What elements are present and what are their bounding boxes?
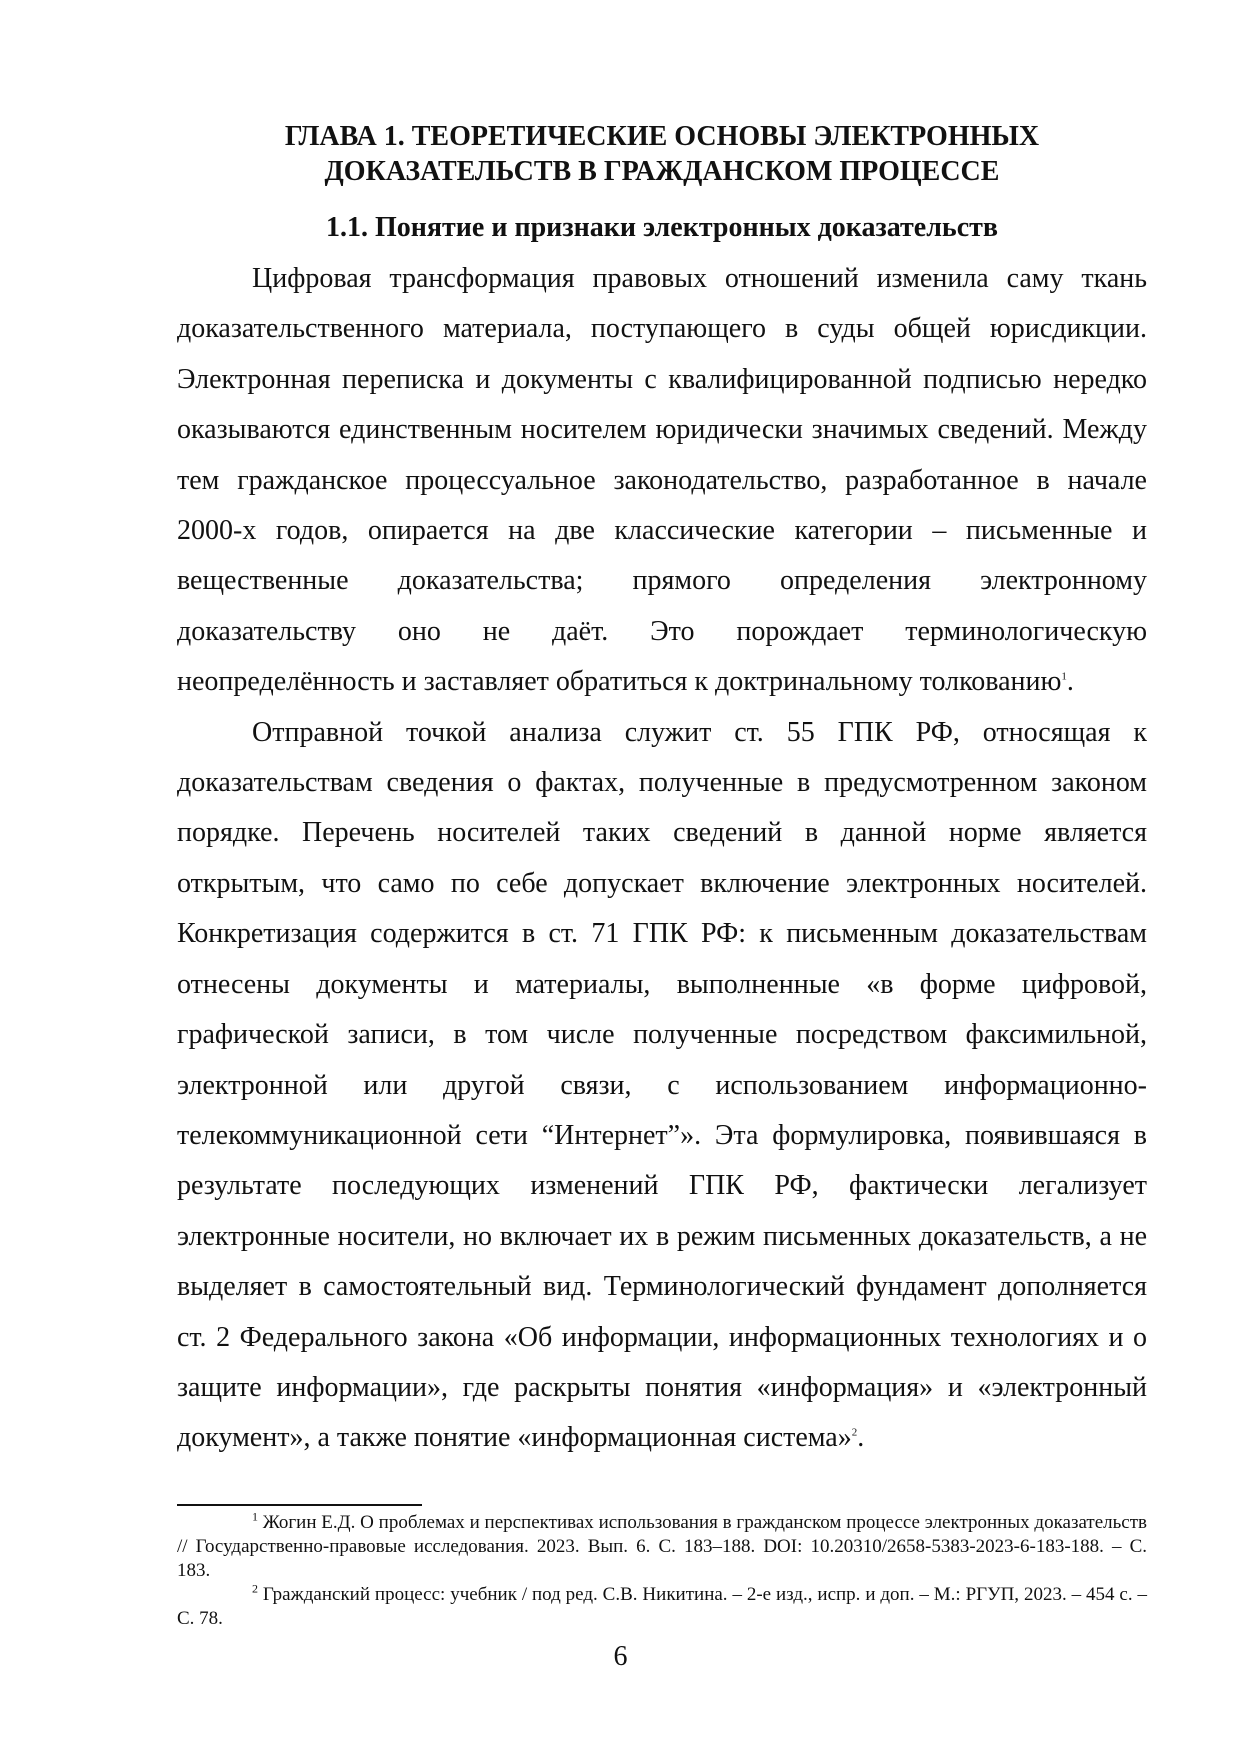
body-text <box>177 254 1147 1464</box>
chapter-title-line1: ГЛАВА 1. ТЕОРЕТИЧЕСКИЕ ОСНОВЫ ЭЛЕКТРОННЫХ <box>284 121 1040 152</box>
paragraph-2 <box>177 708 1147 1464</box>
paragraph-2-text: Отправной точкой анализа служит ст. 55 ГПК РФ, относящая к доказательствам сведения о фактах, полученные в предусмотренном законом порядке. Перечень носителей таких сведений в данной норме является открытым, что само по себе допускает включение электронных носителей. Конкретизация содержится в ст. 71 ГПК РФ: к письменным доказательствам отнесены документы и материалы, выполненные «в форме цифровой, графической записи, в том числе полученные посредством факсимильной, электронной или другой связи, с использованием информационно-телекоммуникационной сети “Интернет”». Эта формулировка, появившаяся в результате последующих изменений ГПК РФ, фактически легализует электронные носители, но включает их в режим письменных доказательств, а не выделяет в самостоятельный вид. Терминологический фундамент дополняется ст. 2 Федерального закона «Об информации, информационных технологиях и о защите информации», где раскрыты понятия «информация» и «электронный документ», а также понятие «информационная система» <box>177 716 1147 1454</box>
footnote-separator <box>177 1504 422 1506</box>
footnote-2 <box>177 1583 1147 1631</box>
footnote-2-mark: 2 <box>252 1581 258 1596</box>
chapter-title <box>177 119 1147 189</box>
chapter-title-line2: ДОКАЗАТЕЛЬСТВ В ГРАЖДАНСКОМ ПРОЦЕССЕ <box>324 156 1000 187</box>
footnote-1-mark: 1 <box>252 1509 258 1524</box>
footnote-1 <box>177 1511 1147 1583</box>
page-number: 6 <box>613 1641 628 1672</box>
footnotes <box>177 1511 1147 1631</box>
paragraph-1-text: Цифровая трансформация правовых отношений изменила саму ткань доказательственного материала, поступающего в суды общей юрисдикции. Электронная переписка и документы с квалифицированной подписью нередко оказываются единственным носителем юридически значимых сведений. Между тем гражданское процессуальное законодательство, разработанное в начале 2000-х годов, опирается на две классические категории – письменные и вещественные доказательства; прямого определения электронному доказательству оно не даёт. Это порождает терминологическую неопределённость и заставляет обратиться к доктринальному толкованию <box>177 263 1147 698</box>
section-title: 1.1. Понятие и признаки электронных доказательств <box>325 212 999 243</box>
paragraph-1-end: . <box>1066 666 1074 698</box>
paragraph-1 <box>177 254 1147 708</box>
footnote-1-text: Жогин Е.Д. О проблемах и перспективах использования в гражданском процессе электронных доказательств // Государственно-правовые исследования. 2023. Вып. 6. С. 183–188. DOI: 10.20310/2658-5383-2023-6-183-188. – С. 183. <box>177 1512 1147 1581</box>
footnote-2-text: Гражданский процесс: учебник / под ред. С.В. Никитина. – 2-е изд., испр. и доп. – М.: РГУП, 2023. – 454 с. – С. 78. <box>177 1584 1147 1629</box>
paragraph-2-end: . <box>857 1422 865 1454</box>
footnote-ref-1[interactable]: 1 <box>1061 670 1067 683</box>
footnote-ref-2[interactable]: 2 <box>851 1427 858 1440</box>
